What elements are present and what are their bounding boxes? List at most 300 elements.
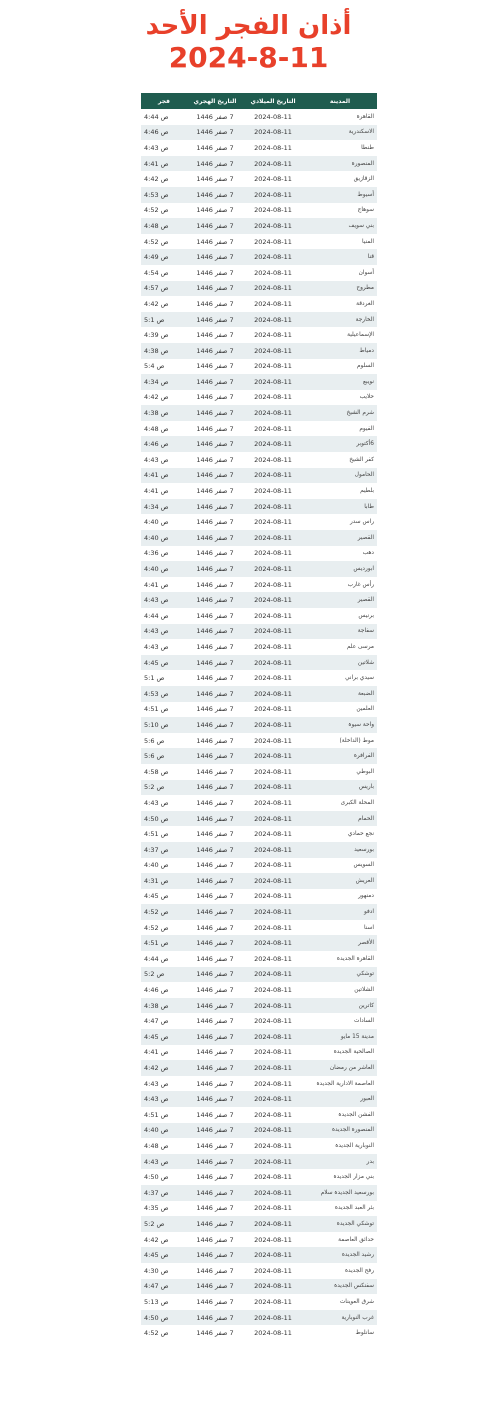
- fajr-time-cell: 4:40 ص: [141, 561, 187, 577]
- fajr-times-table: [141, 93, 377, 1341]
- gregorian-date-cell: 2024-08-11: [254, 861, 292, 870]
- table-row: [141, 468, 377, 484]
- gregorian-date-cell: 2024-08-11: [254, 206, 292, 215]
- fajr-time-cell: 4:48 ص: [144, 424, 169, 433]
- fajr-time-cell: 4:51 ص: [144, 705, 169, 714]
- gregorian-date-cell: 2024-08-11: [254, 1266, 292, 1275]
- city-cell: مطروح: [303, 281, 377, 297]
- hijri-date-cell: 7 صفر 1446: [196, 268, 234, 277]
- column-header-city: المدينة: [303, 93, 377, 109]
- table-row: [141, 218, 377, 234]
- gregorian-date-cell: 2024-08-11: [254, 299, 292, 308]
- fajr-time-cell: 4:44 ص: [144, 954, 169, 963]
- fajr-time-cell: 4:58 ص: [144, 767, 169, 776]
- gregorian-date-cell: 2024-08-11: [254, 362, 292, 371]
- table-row: [141, 982, 377, 998]
- hijri-date-cell: 7 صفر 1446: [196, 362, 234, 371]
- fajr-time-cell: 4:53 ص: [141, 686, 187, 702]
- hijri-date-cell: 7 صفر 1446: [187, 1091, 243, 1107]
- gregorian-date-cell: 2024-08-11: [243, 624, 303, 640]
- gregorian-date-cell: 2024-08-11: [243, 1091, 303, 1107]
- fajr-time-cell: 5:10 ص: [141, 717, 187, 733]
- hijri-date-cell: 7 صفر 1446: [187, 1060, 243, 1076]
- gregorian-date-cell: 2024-08-11: [243, 935, 303, 951]
- hijri-date-cell: 7 صفر 1446: [196, 1266, 234, 1275]
- gregorian-date-cell: 2024-08-11: [243, 218, 303, 234]
- hijri-date-cell: 7 صفر 1446: [196, 736, 234, 745]
- fajr-time-cell: 4:51 ص: [141, 935, 187, 951]
- gregorian-date-cell: 2024-08-11: [254, 268, 292, 277]
- city-cell: ابورديس: [303, 561, 377, 577]
- gregorian-date-cell: 2024-08-11: [243, 998, 303, 1014]
- fajr-time-cell: 4:42 ص: [144, 1235, 169, 1244]
- gregorian-date-cell: 2024-08-11: [243, 343, 303, 359]
- city-cell: العاشر من رمضان: [303, 1060, 377, 1076]
- table-row: [141, 967, 377, 983]
- city-cell: حدائق العاصمة: [338, 1236, 374, 1243]
- table-row: [141, 717, 377, 733]
- gregorian-date-cell: 2024-08-11: [243, 1029, 303, 1045]
- table-row: [141, 655, 377, 671]
- fajr-time-cell: 5:2 ص: [141, 780, 187, 796]
- column-header-hijri-date: التاريخ الهجري: [187, 93, 243, 109]
- table-row: [141, 374, 377, 390]
- table-row: [141, 1107, 377, 1123]
- gregorian-date-cell: 2024-08-11: [254, 1141, 292, 1150]
- fajr-time-cell: 5:13 ص: [144, 1297, 169, 1306]
- city-cell: دهب: [362, 550, 374, 557]
- hijri-date-cell: 7 صفر 1446: [187, 1029, 243, 1045]
- hijri-date-cell: 7 صفر 1446: [187, 530, 243, 546]
- hijri-date-cell: 7 صفر 1446: [196, 393, 234, 402]
- table-row: [141, 1138, 377, 1154]
- gregorian-date-cell: 2024-08-11: [243, 842, 303, 858]
- table-row: [141, 670, 377, 686]
- city-cell: واحة سيوة: [303, 717, 377, 733]
- hijri-date-cell: 7 صفر 1446: [196, 1204, 234, 1213]
- city-cell: الشلاتين: [354, 987, 374, 994]
- hijri-date-cell: 7 صفر 1446: [196, 518, 234, 527]
- gregorian-date-cell: 2024-08-11: [254, 892, 292, 901]
- table-row: [141, 1045, 377, 1061]
- city-cell: غرب النوبارية: [303, 1310, 377, 1326]
- fajr-time-cell: 4:40 ص: [141, 530, 187, 546]
- hijri-date-cell: 7 صفر 1446: [196, 923, 234, 932]
- fajr-time-cell: 4:41 ص: [144, 487, 169, 496]
- gregorian-date-cell: 2024-08-11: [254, 674, 292, 683]
- table-row: [141, 327, 377, 343]
- fajr-time-cell: 4:44 ص: [144, 611, 169, 620]
- table-row: [141, 405, 377, 421]
- city-cell: اسنا: [364, 924, 374, 931]
- table-row: [141, 530, 377, 546]
- gregorian-date-cell: 2024-08-11: [254, 986, 292, 995]
- gregorian-date-cell: 2024-08-11: [254, 954, 292, 963]
- gregorian-date-cell: 2024-08-11: [254, 487, 292, 496]
- city-cell: شرم الشيخ: [303, 405, 377, 421]
- fajr-time-cell: 4:40 ص: [141, 1123, 187, 1139]
- table-row: [141, 1216, 377, 1232]
- fajr-time-cell: 5:1 ص: [144, 674, 165, 683]
- fajr-time-cell: 4:51 ص: [144, 1110, 169, 1119]
- city-cell: مرسى علم: [346, 643, 374, 650]
- gregorian-date-cell: 2024-08-11: [254, 1048, 292, 1057]
- gregorian-date-cell: 2024-08-11: [243, 1247, 303, 1263]
- hijri-date-cell: 7 صفر 1446: [187, 655, 243, 671]
- gregorian-date-cell: 2024-08-11: [254, 518, 292, 527]
- table-row: [141, 1029, 377, 1045]
- city-cell: العلمين: [356, 706, 374, 713]
- table-row: [141, 452, 377, 468]
- gregorian-date-cell: 2024-08-11: [254, 1329, 292, 1338]
- fajr-time-cell: 4:53 ص: [141, 187, 187, 203]
- city-cell: السلوم: [356, 363, 374, 370]
- gregorian-date-cell: 2024-08-11: [243, 125, 303, 141]
- hijri-date-cell: 7 صفر 1446: [196, 798, 234, 807]
- table-row: [141, 577, 377, 593]
- fajr-time-cell: 4:40 ص: [144, 518, 169, 527]
- hijri-date-cell: 7 صفر 1446: [187, 436, 243, 452]
- fajr-time-cell: 4:52 ص: [144, 237, 169, 246]
- table-row: [141, 421, 377, 437]
- city-cell: بني سويف: [303, 218, 377, 234]
- fajr-time-cell: 4:42 ص: [144, 175, 169, 184]
- page-title: أذان الفجر الأحد: [145, 11, 352, 41]
- fajr-time-cell: 4:47 ص: [144, 1017, 169, 1026]
- table-row: [141, 514, 377, 530]
- gregorian-date-cell: 2024-08-11: [254, 455, 292, 464]
- table-row: [141, 1060, 377, 1076]
- gregorian-date-cell: 2024-08-11: [243, 405, 303, 421]
- gregorian-date-cell: 2024-08-11: [254, 798, 292, 807]
- city-cell: توشكي: [303, 967, 377, 983]
- table-row: [141, 1091, 377, 1107]
- hijri-date-cell: 7 صفر 1446: [187, 624, 243, 640]
- gregorian-date-cell: 2024-08-11: [243, 499, 303, 515]
- hijri-date-cell: 7 صفر 1446: [196, 1048, 234, 1057]
- fajr-time-cell: 5:6 ص: [144, 736, 165, 745]
- gregorian-date-cell: 2024-08-11: [243, 468, 303, 484]
- hijri-date-cell: 7 صفر 1446: [196, 331, 234, 340]
- city-cell: شلاتين: [303, 655, 377, 671]
- hijri-date-cell: 7 صفر 1446: [196, 112, 234, 121]
- gregorian-date-cell: 2024-08-11: [254, 1173, 292, 1182]
- gregorian-date-cell: 2024-08-11: [254, 237, 292, 246]
- city-cell: نويبع: [303, 374, 377, 390]
- table-row: [141, 1310, 377, 1326]
- gregorian-date-cell: 2024-08-11: [243, 561, 303, 577]
- gregorian-date-cell: 2024-08-11: [243, 530, 303, 546]
- hijri-date-cell: 7 صفر 1446: [187, 998, 243, 1014]
- fajr-time-cell: 4:43 ص: [144, 798, 169, 807]
- hijri-date-cell: 7 صفر 1446: [187, 842, 243, 858]
- table-row: [141, 281, 377, 297]
- city-cell: سفاجة: [303, 624, 377, 640]
- gregorian-date-cell: 2024-08-11: [254, 611, 292, 620]
- hijri-date-cell: 7 صفر 1446: [196, 892, 234, 901]
- table-row: [141, 842, 377, 858]
- hijri-date-cell: 7 صفر 1446: [196, 861, 234, 870]
- fajr-time-cell: 4:52 ص: [144, 206, 169, 215]
- gregorian-date-cell: 2024-08-11: [254, 736, 292, 745]
- fajr-time-cell: 4:43 ص: [141, 1091, 187, 1107]
- city-cell: القاهرة: [356, 113, 374, 120]
- table-row: [141, 187, 377, 203]
- table-row: [141, 359, 377, 375]
- city-cell: بدر: [303, 1154, 377, 1170]
- fajr-time-cell: 4:38 ص: [141, 343, 187, 359]
- fajr-time-cell: 4:51 ص: [144, 830, 169, 839]
- table-row: [141, 234, 377, 250]
- table-row: [141, 156, 377, 172]
- hijri-date-cell: 7 صفر 1446: [196, 830, 234, 839]
- table-row: [141, 764, 377, 780]
- city-cell: العبور: [303, 1091, 377, 1107]
- fajr-time-cell: 4:57 ص: [141, 281, 187, 297]
- fajr-time-cell: 4:42 ص: [144, 299, 169, 308]
- gregorian-date-cell: 2024-08-11: [243, 187, 303, 203]
- fajr-time-cell: 4:50 ص: [144, 1173, 169, 1182]
- hijri-date-cell: 7 صفر 1446: [187, 1123, 243, 1139]
- hijri-date-cell: 7 صفر 1446: [187, 1154, 243, 1170]
- fajr-time-cell: 4:36 ص: [144, 549, 169, 558]
- hijri-date-cell: 7 صفر 1446: [196, 611, 234, 620]
- fajr-time-cell: 4:52 ص: [144, 1329, 169, 1338]
- fajr-time-cell: 4:43 ص: [144, 455, 169, 464]
- fajr-time-cell: 4:41 ص: [144, 1048, 169, 1057]
- fajr-time-cell: 4:50 ص: [141, 811, 187, 827]
- table-row: [141, 1169, 377, 1185]
- table-row: [141, 390, 377, 406]
- table-row: [141, 998, 377, 1014]
- city-cell: موط (الداخلة): [339, 737, 374, 744]
- table-row: [141, 904, 377, 920]
- hijri-date-cell: 7 صفر 1446: [187, 374, 243, 390]
- column-header-gregorian-date: التاريخ الميلادي: [243, 93, 303, 109]
- gregorian-date-cell: 2024-08-11: [243, 873, 303, 889]
- table-row: [141, 296, 377, 312]
- fajr-time-cell: 5:6 ص: [141, 748, 187, 764]
- fajr-time-cell: 4:41 ص: [144, 580, 169, 589]
- hijri-date-cell: 7 صفر 1446: [196, 175, 234, 184]
- fajr-time-cell: 4:39 ص: [144, 331, 169, 340]
- city-cell: الزقازيق: [353, 176, 374, 183]
- city-cell: أسوان: [358, 269, 374, 276]
- table-row: [141, 125, 377, 141]
- fajr-time-cell: 4:34 ص: [141, 499, 187, 515]
- table-row: [141, 561, 377, 577]
- table-row: [141, 1076, 377, 1092]
- table-header-row: [141, 93, 377, 109]
- fajr-time-cell: 4:41 ص: [141, 468, 187, 484]
- table-row: [141, 109, 377, 125]
- table-row: [141, 639, 377, 655]
- hijri-date-cell: 7 صفر 1446: [196, 1297, 234, 1306]
- city-cell: بني مزار الجديدة: [333, 1174, 374, 1181]
- city-cell: الفشن الجديدة: [338, 1111, 374, 1118]
- fajr-time-cell: 4:50 ص: [141, 1310, 187, 1326]
- city-cell: الضبعة: [303, 686, 377, 702]
- gregorian-date-cell: 2024-08-11: [243, 967, 303, 983]
- gregorian-date-cell: 2024-08-11: [243, 1279, 303, 1295]
- hijri-date-cell: 7 صفر 1446: [196, 424, 234, 433]
- hijri-date-cell: 7 صفر 1446: [187, 499, 243, 515]
- hijri-date-cell: 7 صفر 1446: [196, 1079, 234, 1088]
- fajr-time-cell: 4:37 ص: [141, 1185, 187, 1201]
- hijri-date-cell: 7 صفر 1446: [196, 1235, 234, 1244]
- hijri-date-cell: 7 صفر 1446: [196, 674, 234, 683]
- table-row: [141, 265, 377, 281]
- city-cell: الحمام: [303, 811, 377, 827]
- table-row: [141, 1154, 377, 1170]
- table-row: [141, 889, 377, 905]
- fajr-time-cell: 4:38 ص: [141, 405, 187, 421]
- table-row: [141, 702, 377, 718]
- hijri-date-cell: 7 صفر 1446: [187, 125, 243, 141]
- city-cell: القاهرة الجديدة: [336, 955, 374, 962]
- page-header: [0, 12, 497, 73]
- table-row: [141, 1013, 377, 1029]
- city-cell: راس سدر: [349, 519, 374, 526]
- gregorian-date-cell: 2024-08-11: [243, 592, 303, 608]
- gregorian-date-cell: 2024-08-11: [243, 780, 303, 796]
- gregorian-date-cell: 2024-08-11: [243, 374, 303, 390]
- fajr-time-cell: 5:4 ص: [144, 362, 165, 371]
- city-cell: الإسماعيلية: [347, 332, 374, 339]
- table-row: [141, 592, 377, 608]
- table-row: [141, 608, 377, 624]
- table-row: [141, 1279, 377, 1295]
- fajr-time-cell: 4:45 ص: [144, 892, 169, 901]
- gregorian-date-cell: 2024-08-11: [254, 580, 292, 589]
- hijri-date-cell: 7 صفر 1446: [196, 1329, 234, 1338]
- city-cell: الخارجة: [303, 312, 377, 328]
- city-cell: سيدي براني: [345, 675, 374, 682]
- city-cell: بورسعيد: [303, 842, 377, 858]
- fajr-time-cell: 4:34 ص: [141, 374, 187, 390]
- gregorian-date-cell: 2024-08-11: [243, 1060, 303, 1076]
- fajr-time-cell: 4:30 ص: [144, 1266, 169, 1275]
- table-row: [141, 920, 377, 936]
- city-cell: الصالحية الجديدة: [333, 1049, 374, 1056]
- fajr-time-cell: 5:1 ص: [141, 312, 187, 328]
- hijri-date-cell: 7 صفر 1446: [196, 455, 234, 464]
- fajr-time-cell: 4:46 ص: [141, 436, 187, 452]
- table-row: [141, 546, 377, 562]
- fajr-time-cell: 4:43 ص: [144, 642, 169, 651]
- fajr-time-cell: 4:31 ص: [141, 873, 187, 889]
- hijri-date-cell: 7 صفر 1446: [196, 986, 234, 995]
- hijri-date-cell: 7 صفر 1446: [187, 156, 243, 172]
- gregorian-date-cell: 2024-08-11: [254, 1204, 292, 1213]
- hijri-date-cell: 7 صفر 1446: [187, 686, 243, 702]
- city-cell: العاصمة الادارية الجديدة: [316, 1080, 374, 1087]
- hijri-date-cell: 7 صفر 1446: [187, 717, 243, 733]
- city-cell: توشكي الجديدة: [303, 1216, 377, 1232]
- hijri-date-cell: 7 صفر 1446: [196, 549, 234, 558]
- city-cell: السادات: [354, 1018, 374, 1025]
- table-row: [141, 1294, 377, 1310]
- city-cell: البوطي: [356, 768, 374, 775]
- city-cell: السويس: [353, 862, 374, 869]
- fajr-time-cell: 4:43 ص: [141, 1154, 187, 1170]
- hijri-date-cell: 7 صفر 1446: [196, 1017, 234, 1026]
- city-cell: المنصورة: [303, 156, 377, 172]
- fajr-time-cell: 4:45 ص: [141, 1247, 187, 1263]
- city-cell: برنيس: [358, 612, 374, 619]
- city-cell: دمنهور: [358, 893, 374, 900]
- gregorian-date-cell: 2024-08-11: [243, 748, 303, 764]
- hijri-date-cell: 7 صفر 1446: [187, 187, 243, 203]
- fajr-time-cell: 4:42 ص: [144, 393, 169, 402]
- table-row: [141, 780, 377, 796]
- hijri-date-cell: 7 صفر 1446: [187, 561, 243, 577]
- gregorian-date-cell: 2024-08-11: [254, 1017, 292, 1026]
- city-cell: الاسكندرية: [303, 125, 377, 141]
- hijri-date-cell: 7 صفر 1446: [187, 967, 243, 983]
- city-cell: القصير: [303, 530, 377, 546]
- hijri-date-cell: 7 صفر 1446: [196, 767, 234, 776]
- city-cell: مدينة 15 مايو: [303, 1029, 377, 1045]
- table-row: [141, 1263, 377, 1279]
- hijri-date-cell: 7 صفر 1446: [187, 1279, 243, 1295]
- hijri-date-cell: 7 صفر 1446: [196, 143, 234, 152]
- hijri-date-cell: 7 صفر 1446: [187, 312, 243, 328]
- hijri-date-cell: 7 صفر 1446: [196, 580, 234, 589]
- hijri-date-cell: 7 صفر 1446: [187, 1216, 243, 1232]
- gregorian-date-cell: 2024-08-11: [254, 112, 292, 121]
- city-cell: ادفو: [303, 904, 377, 920]
- gregorian-date-cell: 2024-08-11: [254, 175, 292, 184]
- fajr-time-cell: 4:44 ص: [144, 112, 169, 121]
- gregorian-date-cell: 2024-08-11: [243, 1123, 303, 1139]
- hijri-date-cell: 7 صفر 1446: [196, 1173, 234, 1182]
- gregorian-date-cell: 2024-08-11: [254, 923, 292, 932]
- city-cell: نجع حمادي: [347, 831, 374, 838]
- city-cell: طنطا: [361, 144, 374, 151]
- fajr-time-cell: 4:37 ص: [141, 842, 187, 858]
- city-cell: حلايب: [359, 394, 374, 401]
- table-row: [141, 624, 377, 640]
- city-cell: سوهاج: [357, 207, 374, 214]
- table-row: [141, 1247, 377, 1263]
- table-row: [141, 499, 377, 515]
- city-cell: رشيد الجديدة: [303, 1247, 377, 1263]
- fajr-time-cell: 4:48 ص: [144, 1141, 169, 1150]
- table-row: [141, 873, 377, 889]
- hijri-date-cell: 7 صفر 1446: [187, 281, 243, 297]
- city-cell: أسيوط: [303, 187, 377, 203]
- table-row: [141, 483, 377, 499]
- gregorian-date-cell: 2024-08-11: [254, 767, 292, 776]
- city-cell: سفنكس الجديدة: [303, 1279, 377, 1295]
- city-cell: الفيوم: [359, 425, 374, 432]
- gregorian-date-cell: 2024-08-11: [243, 436, 303, 452]
- city-cell: بلطيم: [360, 488, 374, 495]
- gregorian-date-cell: 2024-08-11: [254, 1297, 292, 1306]
- gregorian-date-cell: 2024-08-11: [243, 904, 303, 920]
- table-row: [141, 312, 377, 328]
- page-date: 2024-8-11: [168, 40, 329, 74]
- city-cell: المنيا: [362, 238, 374, 245]
- fajr-time-cell: 4:45 ص: [141, 655, 187, 671]
- hijri-date-cell: 7 صفر 1446: [196, 705, 234, 714]
- gregorian-date-cell: 2024-08-11: [243, 1154, 303, 1170]
- city-cell: رفح الجديدة: [344, 1267, 374, 1274]
- fajr-time-cell: 4:42 ص: [141, 1060, 187, 1076]
- table-row: [141, 343, 377, 359]
- hijri-date-cell: 7 صفر 1446: [187, 1247, 243, 1263]
